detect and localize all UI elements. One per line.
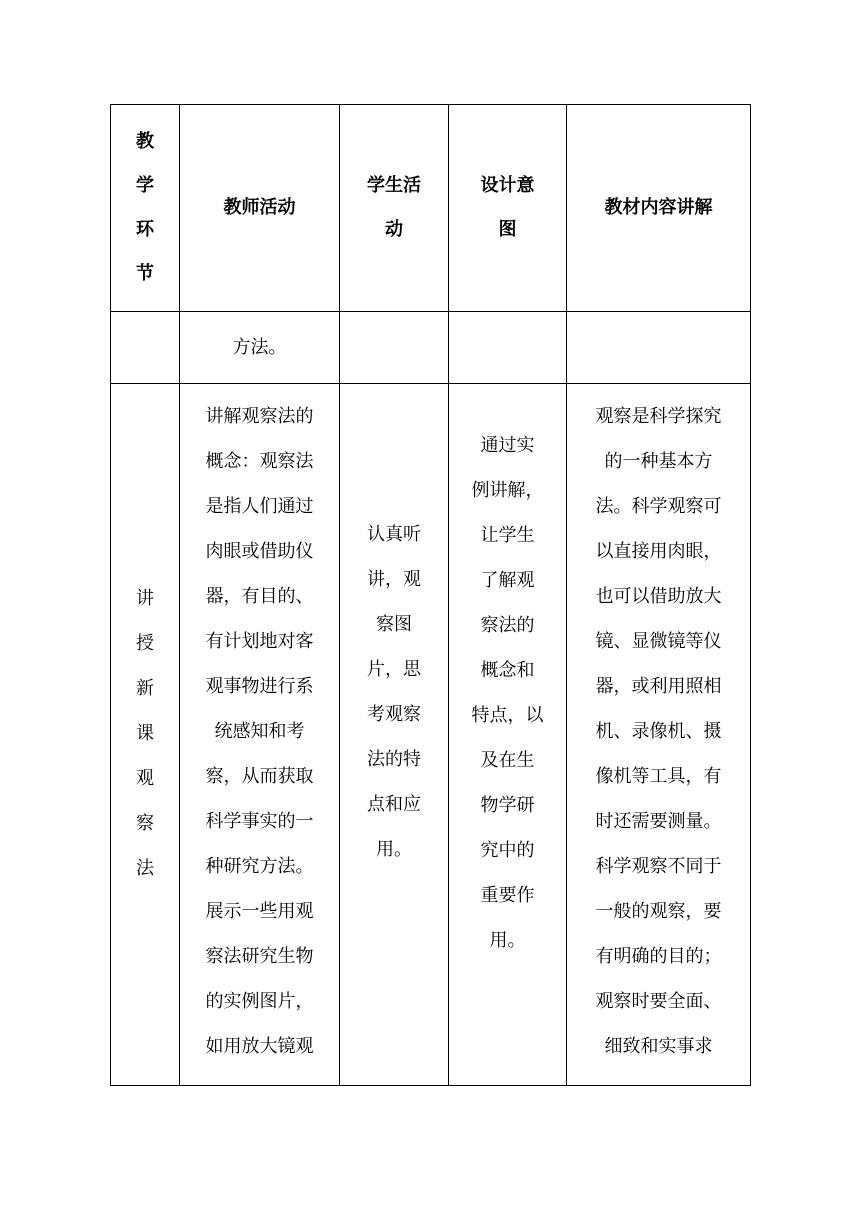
header-design-intent [449, 105, 567, 312]
row2-content-text: 观察是科学探究 的一种基本方 法。科学观察可 以直接用肉眼， 也可以借助放大 镜、显微镜等仪 器，或利用照相 机、录像机、摄 像机等工具，有 时还需要测量。 科学观察不同于 一般的观察，要 有明确的目的； 观察时要全面、 细致和实事求 [595, 406, 722, 1057]
row1-content-cell [567, 312, 751, 384]
table-row [111, 312, 751, 384]
row2-content-cell [567, 384, 751, 1086]
header-student-activity [340, 105, 449, 312]
row2-stage-cell [111, 384, 180, 1086]
row1-teacher-cell [180, 312, 340, 384]
header-teaching-stage-text: 教 学 环 节 [136, 131, 154, 284]
row2-intent-text: 通过实 例讲解， 让学生 了解观 察法的 概念和 特点，以 及在生 物学研 究中的 重要作 用。 [471, 434, 544, 951]
row2-intent-cell [449, 384, 567, 1086]
row2-teacher-cell [180, 384, 340, 1086]
row2-stage-text: 讲 授 新 课 观 察 法 [136, 588, 154, 879]
header-student-activity-text: 学生活 动 [367, 175, 421, 240]
row1-teacher-text: 方法。 [232, 337, 287, 358]
lesson-plan-table [110, 104, 751, 1086]
row1-intent-cell [449, 312, 567, 384]
row2-student-text: 认真听 讲，观 察图 片，思 考观察 法的特 点和应 用。 [367, 523, 421, 860]
header-teacher-activity [180, 105, 340, 312]
header-teacher-activity-text: 教师活动 [223, 197, 296, 218]
table-header-row [111, 105, 751, 312]
row2-teacher-text: 讲解观察法的 概念：观察法 是指人们通过 肉眼或借助仪 器，有目的、 有计划地对客 观事物进行系 统感知和考 察，从而获取 科学事实的一 种研究方法。 展示一些用观 察法研究生物 的实例图片， 如用放大镜观 [205, 406, 314, 1057]
header-teaching-stage [111, 105, 180, 312]
row1-stage-cell [111, 312, 180, 384]
header-content-explanation [567, 105, 751, 312]
row1-student-cell [340, 312, 449, 384]
header-design-intent-text: 设计意 图 [480, 175, 535, 240]
header-content-explanation-text: 教材内容讲解 [604, 197, 713, 218]
row2-student-cell [340, 384, 449, 1086]
table-row [111, 384, 751, 1086]
